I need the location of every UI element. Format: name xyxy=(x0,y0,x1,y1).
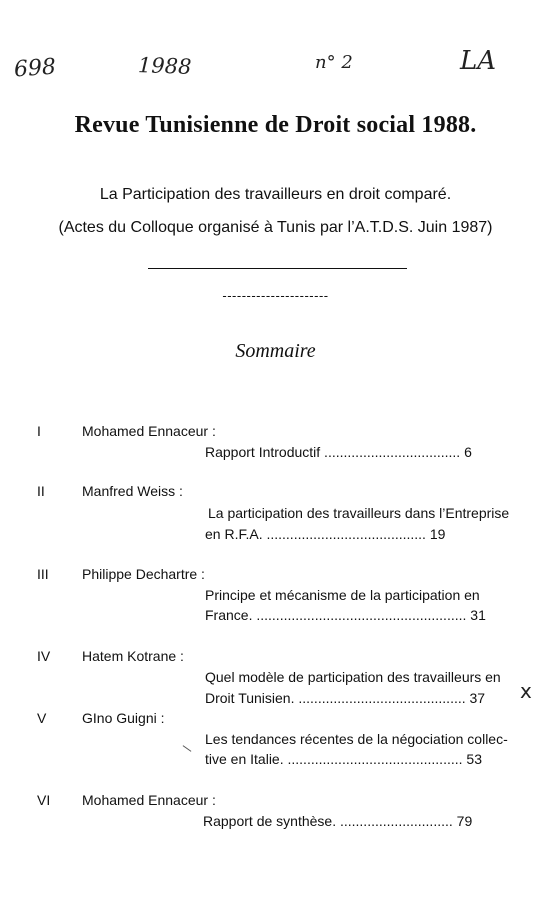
margin-cross-mark: x xyxy=(520,679,532,703)
divider-line xyxy=(148,268,407,269)
toc-entry-author: Philippe Dechartre : xyxy=(82,566,205,582)
toc-entry-author: Mohamed Ennaceur : xyxy=(82,423,216,439)
subtitle-line-1: La Participation des travailleurs en droit comparé. xyxy=(99,186,452,203)
toc-entry-title-line: en R.F.A. ......................................... 19 xyxy=(205,526,446,542)
handwritten-year: 1988 xyxy=(137,53,192,79)
subtitle-line-2: (Actes du Colloque organisé à Tunis par l’A.T.D.S. Juin 1987) xyxy=(58,219,493,236)
toc-entry-title-line: Rapport de synthèse. ............................. 79 xyxy=(203,813,473,829)
toc-entry-number: IV xyxy=(37,648,51,664)
handwritten-reference-number: 698 xyxy=(13,54,57,83)
toc-entry-author: GIno Guigni : xyxy=(82,710,165,726)
toc-entry-title-line: La participation des travailleurs dans l’Entreprise xyxy=(208,505,510,521)
toc-entry-number: II xyxy=(37,483,45,499)
toc-entry-title-line: Principe et mécanisme de la participation en xyxy=(205,587,480,603)
handwritten-issue-number: n° 2 xyxy=(315,52,353,73)
toc-entry-author: Manfred Weiss : xyxy=(82,483,183,499)
toc-entry-author: Hatem Kotrane : xyxy=(82,648,184,664)
toc-entry-title-line: Droit Tunisien. ........................................... 37 xyxy=(205,690,486,706)
toc-entry-title-line: Rapport Introductif ................................... 6 xyxy=(205,444,472,460)
toc-entry-number: III xyxy=(37,566,49,582)
toc-entry-title-line: Les tendances récentes de la négociation collec- xyxy=(205,731,508,747)
sommaire-heading: Sommaire xyxy=(235,340,316,362)
toc-entry-number: V xyxy=(37,710,47,726)
toc-entry-number: I xyxy=(37,423,41,439)
toc-entry-title-line: France. ...................................................... 31 xyxy=(205,607,486,623)
toc-entry-title-line: Quel modèle de participation des travailleurs en xyxy=(205,669,501,685)
handwritten-initials: LA xyxy=(460,46,497,76)
dashed-divider: ---------------------- xyxy=(222,288,329,303)
journal-title: Revue Tunisienne de Droit social 1988. xyxy=(74,112,477,138)
toc-entry-number: VI xyxy=(37,792,51,808)
toc-entry-title-line: tive en Italie. ............................................. 53 xyxy=(205,751,482,767)
margin-tick-mark xyxy=(183,745,192,752)
toc-entry-author: Mohamed Ennaceur : xyxy=(82,792,216,808)
